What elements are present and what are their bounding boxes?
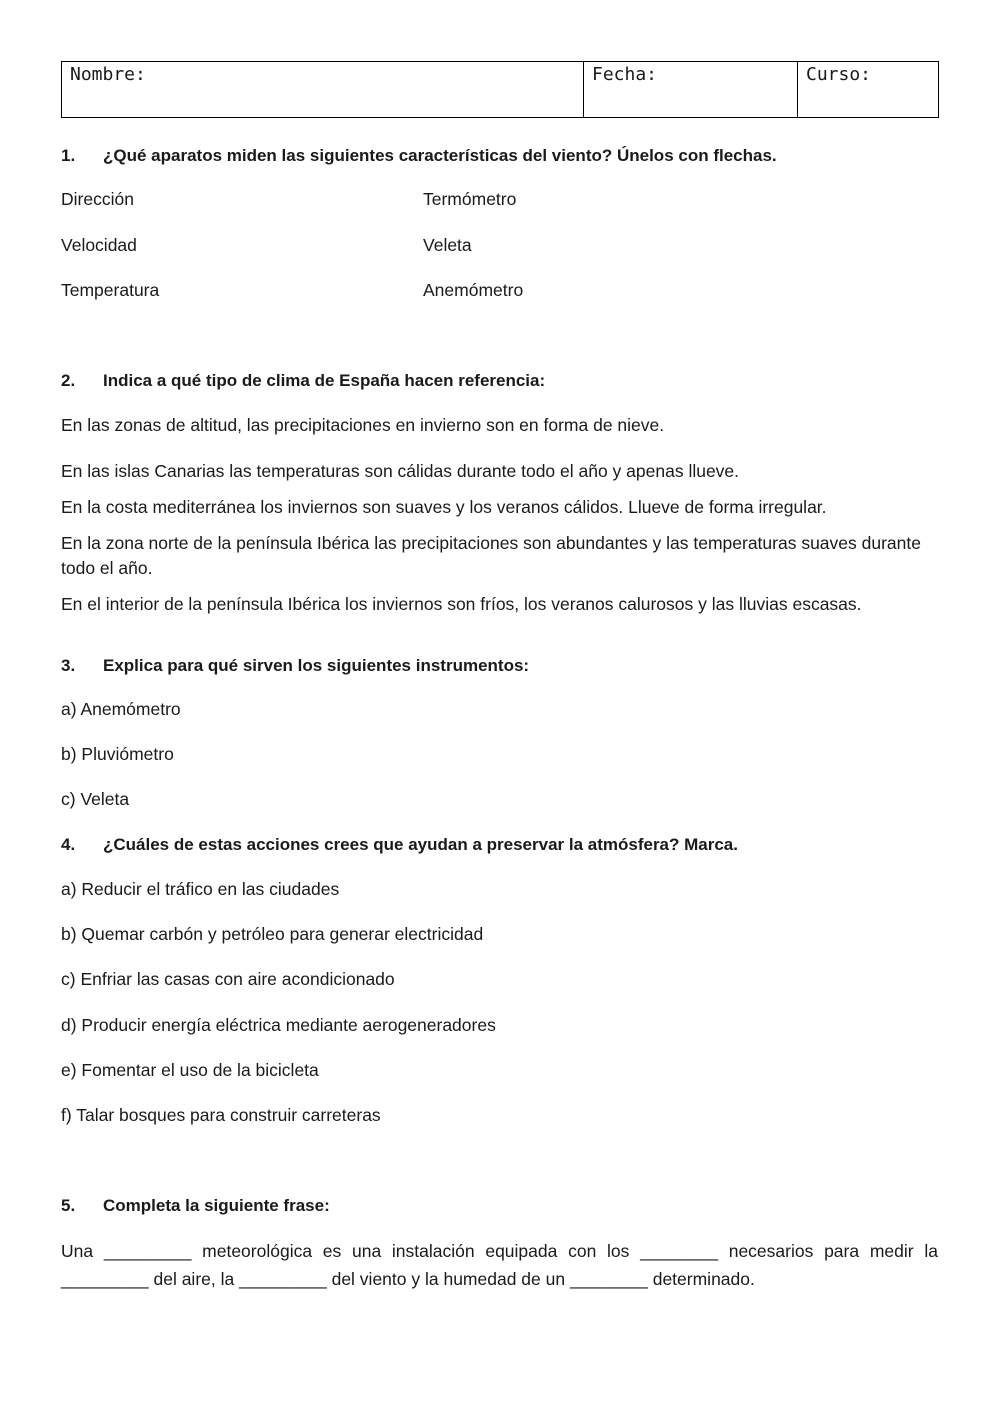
q3-item: b) Pluviómetro	[61, 744, 174, 764]
q5-word: una	[352, 1241, 382, 1261]
q5-word: del aire, la	[153, 1269, 235, 1289]
q1-number: 1.	[61, 146, 76, 165]
q4-option[interactable]: e) Fomentar el uso de la bicicleta	[61, 1060, 319, 1080]
q1-heading	[61, 143, 777, 168]
q5-word: medir	[869, 1241, 914, 1261]
q4-option[interactable]: f) Talar bosques para construir carreteras	[61, 1105, 381, 1125]
q5-title: Completa la siguiente frase:	[103, 1196, 330, 1215]
q5-word: con	[568, 1241, 597, 1261]
q5-word: necesarios	[728, 1241, 814, 1261]
q4-option[interactable]: b) Quemar carbón y petróleo para generar electricidad	[61, 924, 484, 944]
q5-word: la	[924, 1241, 938, 1261]
student-info-table	[61, 61, 939, 118]
q5-blank[interactable]: _________	[103, 1241, 192, 1261]
q3-heading	[61, 653, 529, 678]
q5-word: equipada	[485, 1241, 558, 1261]
q4-option[interactable]: a) Reducir el tráfico en las ciudades	[61, 879, 340, 899]
nombre-field[interactable]: Nombre:	[62, 62, 584, 118]
q1-right-item: Veleta	[423, 235, 472, 255]
q5-blank[interactable]: _________	[61, 1269, 149, 1289]
q1-right-item: Termómetro	[423, 189, 517, 209]
q2-title: Indica a qué tipo de clima de España hacen referencia:	[103, 371, 546, 390]
q4-heading	[61, 832, 738, 857]
q5-word: es	[322, 1241, 342, 1261]
q2-item: En las islas Canarias las temperaturas son cálidas durante todo el año y apenas llueve.	[61, 461, 740, 481]
q2-item: En el interior de la península Ibérica los inviernos son fríos, los veranos calurosos y las lluvias escasas.	[61, 594, 862, 614]
q3-number: 3.	[61, 656, 76, 675]
q4-number: 4.	[61, 835, 76, 854]
q5-word: instalación	[391, 1241, 475, 1261]
q4-option[interactable]: d) Producir energía eléctrica mediante aerogeneradores	[61, 1015, 496, 1035]
q2-item: En las zonas de altitud, las precipitaciones en invierno son en forma de nieve.	[61, 415, 665, 435]
q3-title: Explica para qué sirven los siguientes instrumentos:	[103, 656, 530, 675]
q5-word: los	[607, 1241, 630, 1261]
q5-word: meteorológica	[202, 1241, 313, 1261]
q2-item: En la zona norte de la península Ibérica las precipitaciones son abundantes y las temperaturas suaves durante todo el año.	[61, 533, 921, 578]
q5-blank[interactable]: _________	[239, 1269, 327, 1289]
curso-field[interactable]: Curso:	[798, 62, 939, 118]
q5-sentence	[61, 1237, 938, 1293]
q1-title: ¿Qué aparatos miden las siguientes características del viento? Únelos con flechas.	[103, 146, 777, 165]
q2-heading	[61, 368, 545, 393]
q5-word: del viento y la humedad de un	[331, 1269, 566, 1289]
q5-word: determinado.	[652, 1269, 755, 1289]
q2-item: En la costa mediterránea los inviernos son suaves y los veranos cálidos. Llueve de forma irregular.	[61, 497, 827, 517]
q5-blank[interactable]: ________	[569, 1269, 648, 1289]
q1-right-item: Anemómetro	[423, 280, 524, 300]
q5-word: Una	[61, 1241, 94, 1261]
q5-word: para	[824, 1241, 860, 1261]
q3-item: a) Anemómetro	[61, 699, 181, 719]
q4-title: ¿Cuáles de estas acciones crees que ayudan a preservar la atmósfera? Marca.	[103, 835, 738, 854]
q3-item: c) Veleta	[61, 789, 130, 809]
q5-number: 5.	[61, 1196, 76, 1215]
q5-blank[interactable]: ________	[640, 1241, 718, 1261]
q4-option[interactable]: c) Enfriar las casas con aire acondicionado	[61, 969, 395, 989]
q5-heading	[61, 1193, 330, 1218]
q1-left-item: Velocidad	[61, 235, 137, 255]
q1-left-item: Temperatura	[61, 280, 160, 300]
q1-left-item: Dirección	[61, 189, 134, 209]
fecha-field[interactable]: Fecha:	[584, 62, 798, 118]
q2-number: 2.	[61, 371, 76, 390]
